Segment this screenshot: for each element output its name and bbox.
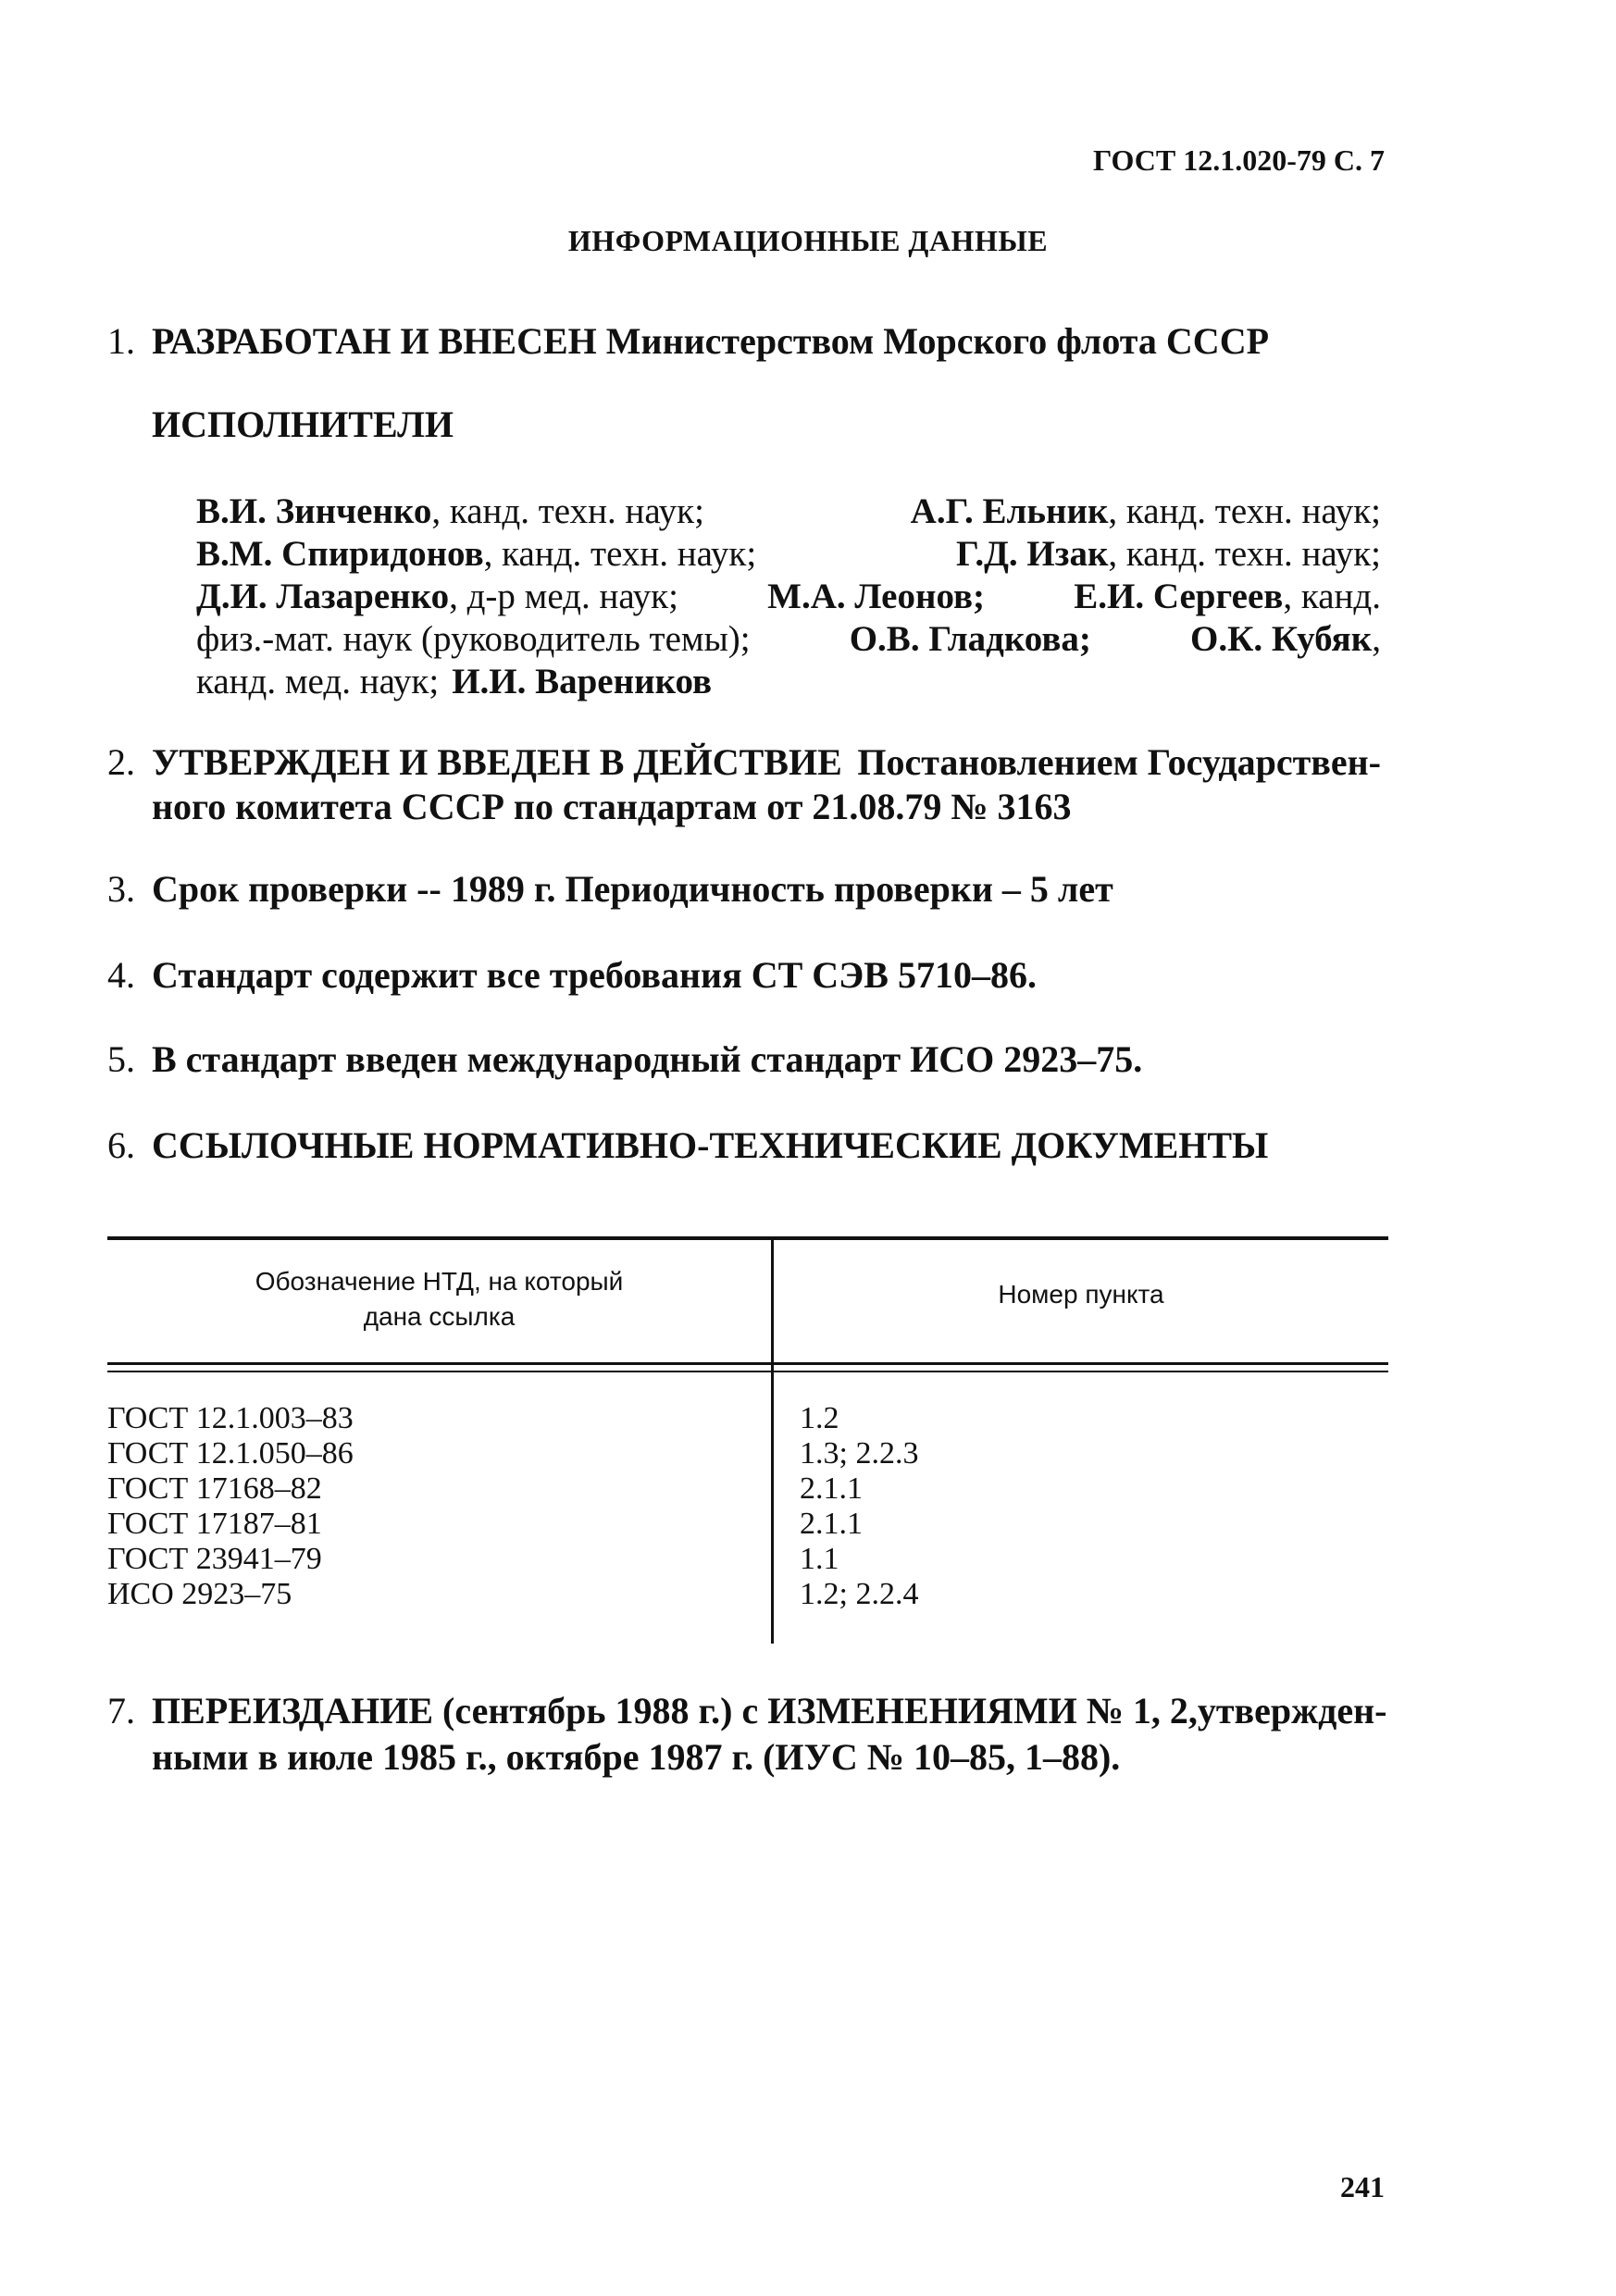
table-cell-doc: ИСО 2923–75 <box>107 1577 292 1611</box>
table-top-rule <box>107 1236 1388 1240</box>
item-1-bold: РАЗРАБОТАН И ВНЕСЕН <box>152 320 597 362</box>
item-2-number: 2. <box>107 741 135 783</box>
table-header-text: дана ссылка <box>363 1302 516 1331</box>
item-7-number: 7. <box>107 1690 135 1731</box>
author-degree: , канд. <box>1283 577 1381 616</box>
author-name: О.К. Кубяк <box>1189 619 1373 659</box>
item-5-text: В стандарт введен международный стандарт ИСО 2923–75. <box>152 1038 1143 1080</box>
authors-row <box>196 490 1381 533</box>
table-cell-clause: 1.3; 2.2.3 <box>800 1436 919 1471</box>
table-header-rule <box>107 1371 1388 1372</box>
table-cell-doc: ГОСТ 17168–82 <box>107 1471 322 1506</box>
table-header-rule <box>107 1362 1388 1365</box>
author-degree: , канд. техн. наук; <box>483 534 757 574</box>
table-header-text: Обозначение НТД, на который <box>255 1267 624 1296</box>
author-name: В.И. Зинченко <box>196 491 432 531</box>
author-name: А.Г. Ельник <box>910 491 1109 531</box>
item-4-text: Стандарт содержит все требования СТ СЭВ 5710–86. <box>152 954 1037 996</box>
table-cell-doc: ГОСТ 12.1.003–83 <box>107 1401 354 1435</box>
authors-row <box>196 661 1381 703</box>
item-6 <box>107 1123 1268 1167</box>
item-7-text-end: утвержден- <box>1197 1690 1387 1731</box>
author-degree: канд. мед. наук; <box>196 662 440 701</box>
item-2-line-1 <box>152 740 1381 784</box>
table-cell-doc: ГОСТ 23941–79 <box>107 1542 322 1576</box>
author-degree: , канд. техн. наук; <box>1108 491 1381 531</box>
item-7-line-1 <box>152 1689 1385 1732</box>
item-2 <box>107 740 1381 784</box>
item-5 <box>107 1037 1142 1081</box>
item-2-bold: УТВЕРЖДЕН И ВВЕДЕН В ДЕЙСТВИЕ <box>152 741 842 783</box>
author-degree: , канд. техн. наук; <box>431 491 704 531</box>
author-degree: физ.-мат. наук (руководитель темы); <box>196 619 751 659</box>
author-degree: , канд. техн. наук; <box>1108 534 1381 574</box>
author-degree: , д-р мед. наук; <box>449 577 678 616</box>
author-name: И.И. Вареников <box>452 662 713 701</box>
item-3-text: Срок проверки -- 1989 г. Периодичность проверки – 5 лет <box>152 868 1113 910</box>
page-header-standard-ref: ГОСТ 12.1.020-79 С. 7 <box>1092 143 1385 177</box>
item-1-number: 1. <box>107 320 135 362</box>
item-4-number: 4. <box>107 954 135 996</box>
page-number: 241 <box>1340 2170 1385 2203</box>
table-header-col-designation <box>107 1264 771 1334</box>
item-4 <box>107 953 1037 997</box>
authors-row <box>196 533 1381 576</box>
table-cell-clause: 2.1.1 <box>800 1471 863 1506</box>
section-title: ИНФОРМАЦИОННЫЕ ДАННЫЕ <box>567 224 1049 257</box>
table-cell-doc: ГОСТ 12.1.050–86 <box>107 1436 354 1471</box>
table-cell-clause: 1.2 <box>800 1401 839 1435</box>
item-6-number: 6. <box>107 1124 135 1166</box>
author-degree: , <box>1372 619 1381 659</box>
author-name: М.А. Леонов; <box>767 577 986 616</box>
authors-row <box>196 576 1381 618</box>
table-cell-clause: 2.1.1 <box>800 1507 863 1541</box>
table-col-clause <box>800 1401 918 1612</box>
item-7-text: ПЕРЕИЗДАНИЕ (сентябрь 1988 г.) с ИЗМЕНЕНИЯМИ № 1, 2, <box>152 1690 1198 1731</box>
author-name: Е.И. Сергеев <box>1074 577 1284 616</box>
table-col-designation <box>107 1401 354 1612</box>
item-7 <box>107 1689 1385 1732</box>
table-cell-clause: 1.1 <box>800 1542 839 1576</box>
authors-block <box>196 490 1381 703</box>
authors-row <box>196 618 1381 661</box>
reference-documents-table <box>107 1236 1388 1644</box>
item-1-rest: Министерством Морского флота СССР <box>596 320 1270 362</box>
author-name: О.В. Гладкова; <box>849 619 1091 659</box>
item-3 <box>107 867 1113 911</box>
table-cell-clause: 1.2; 2.2.4 <box>800 1577 919 1611</box>
item-6-text: ССЫЛОЧНЫЕ НОРМАТИВНО-ТЕХНИЧЕСКИЕ ДОКУМЕНТЫ <box>152 1124 1269 1166</box>
table-cell-doc: ГОСТ 17187–81 <box>107 1507 322 1541</box>
table-header-col-clause: Номер пункта <box>998 1280 1164 1309</box>
author-name: Д.И. Лазаренко <box>196 577 450 616</box>
item-1 <box>107 319 1269 363</box>
author-name: В.М. Спиридонов <box>196 534 484 574</box>
item-2-line-2: ного комитета СССР по стандартам от 21.08.79 № 3163 <box>152 786 1072 827</box>
item-5-number: 5. <box>107 1038 135 1080</box>
author-name: Г.Д. Изак <box>955 534 1109 574</box>
item-3-number: 3. <box>107 868 135 910</box>
item-2-rest: Постановлением Государствен- <box>857 741 1381 783</box>
item-7-line-2: ными в июле 1985 г., октябре 1987 г. (ИУС № 10–85, 1–88). <box>152 1736 1121 1778</box>
performers-heading: ИСПОЛНИТЕЛИ <box>152 403 454 445</box>
